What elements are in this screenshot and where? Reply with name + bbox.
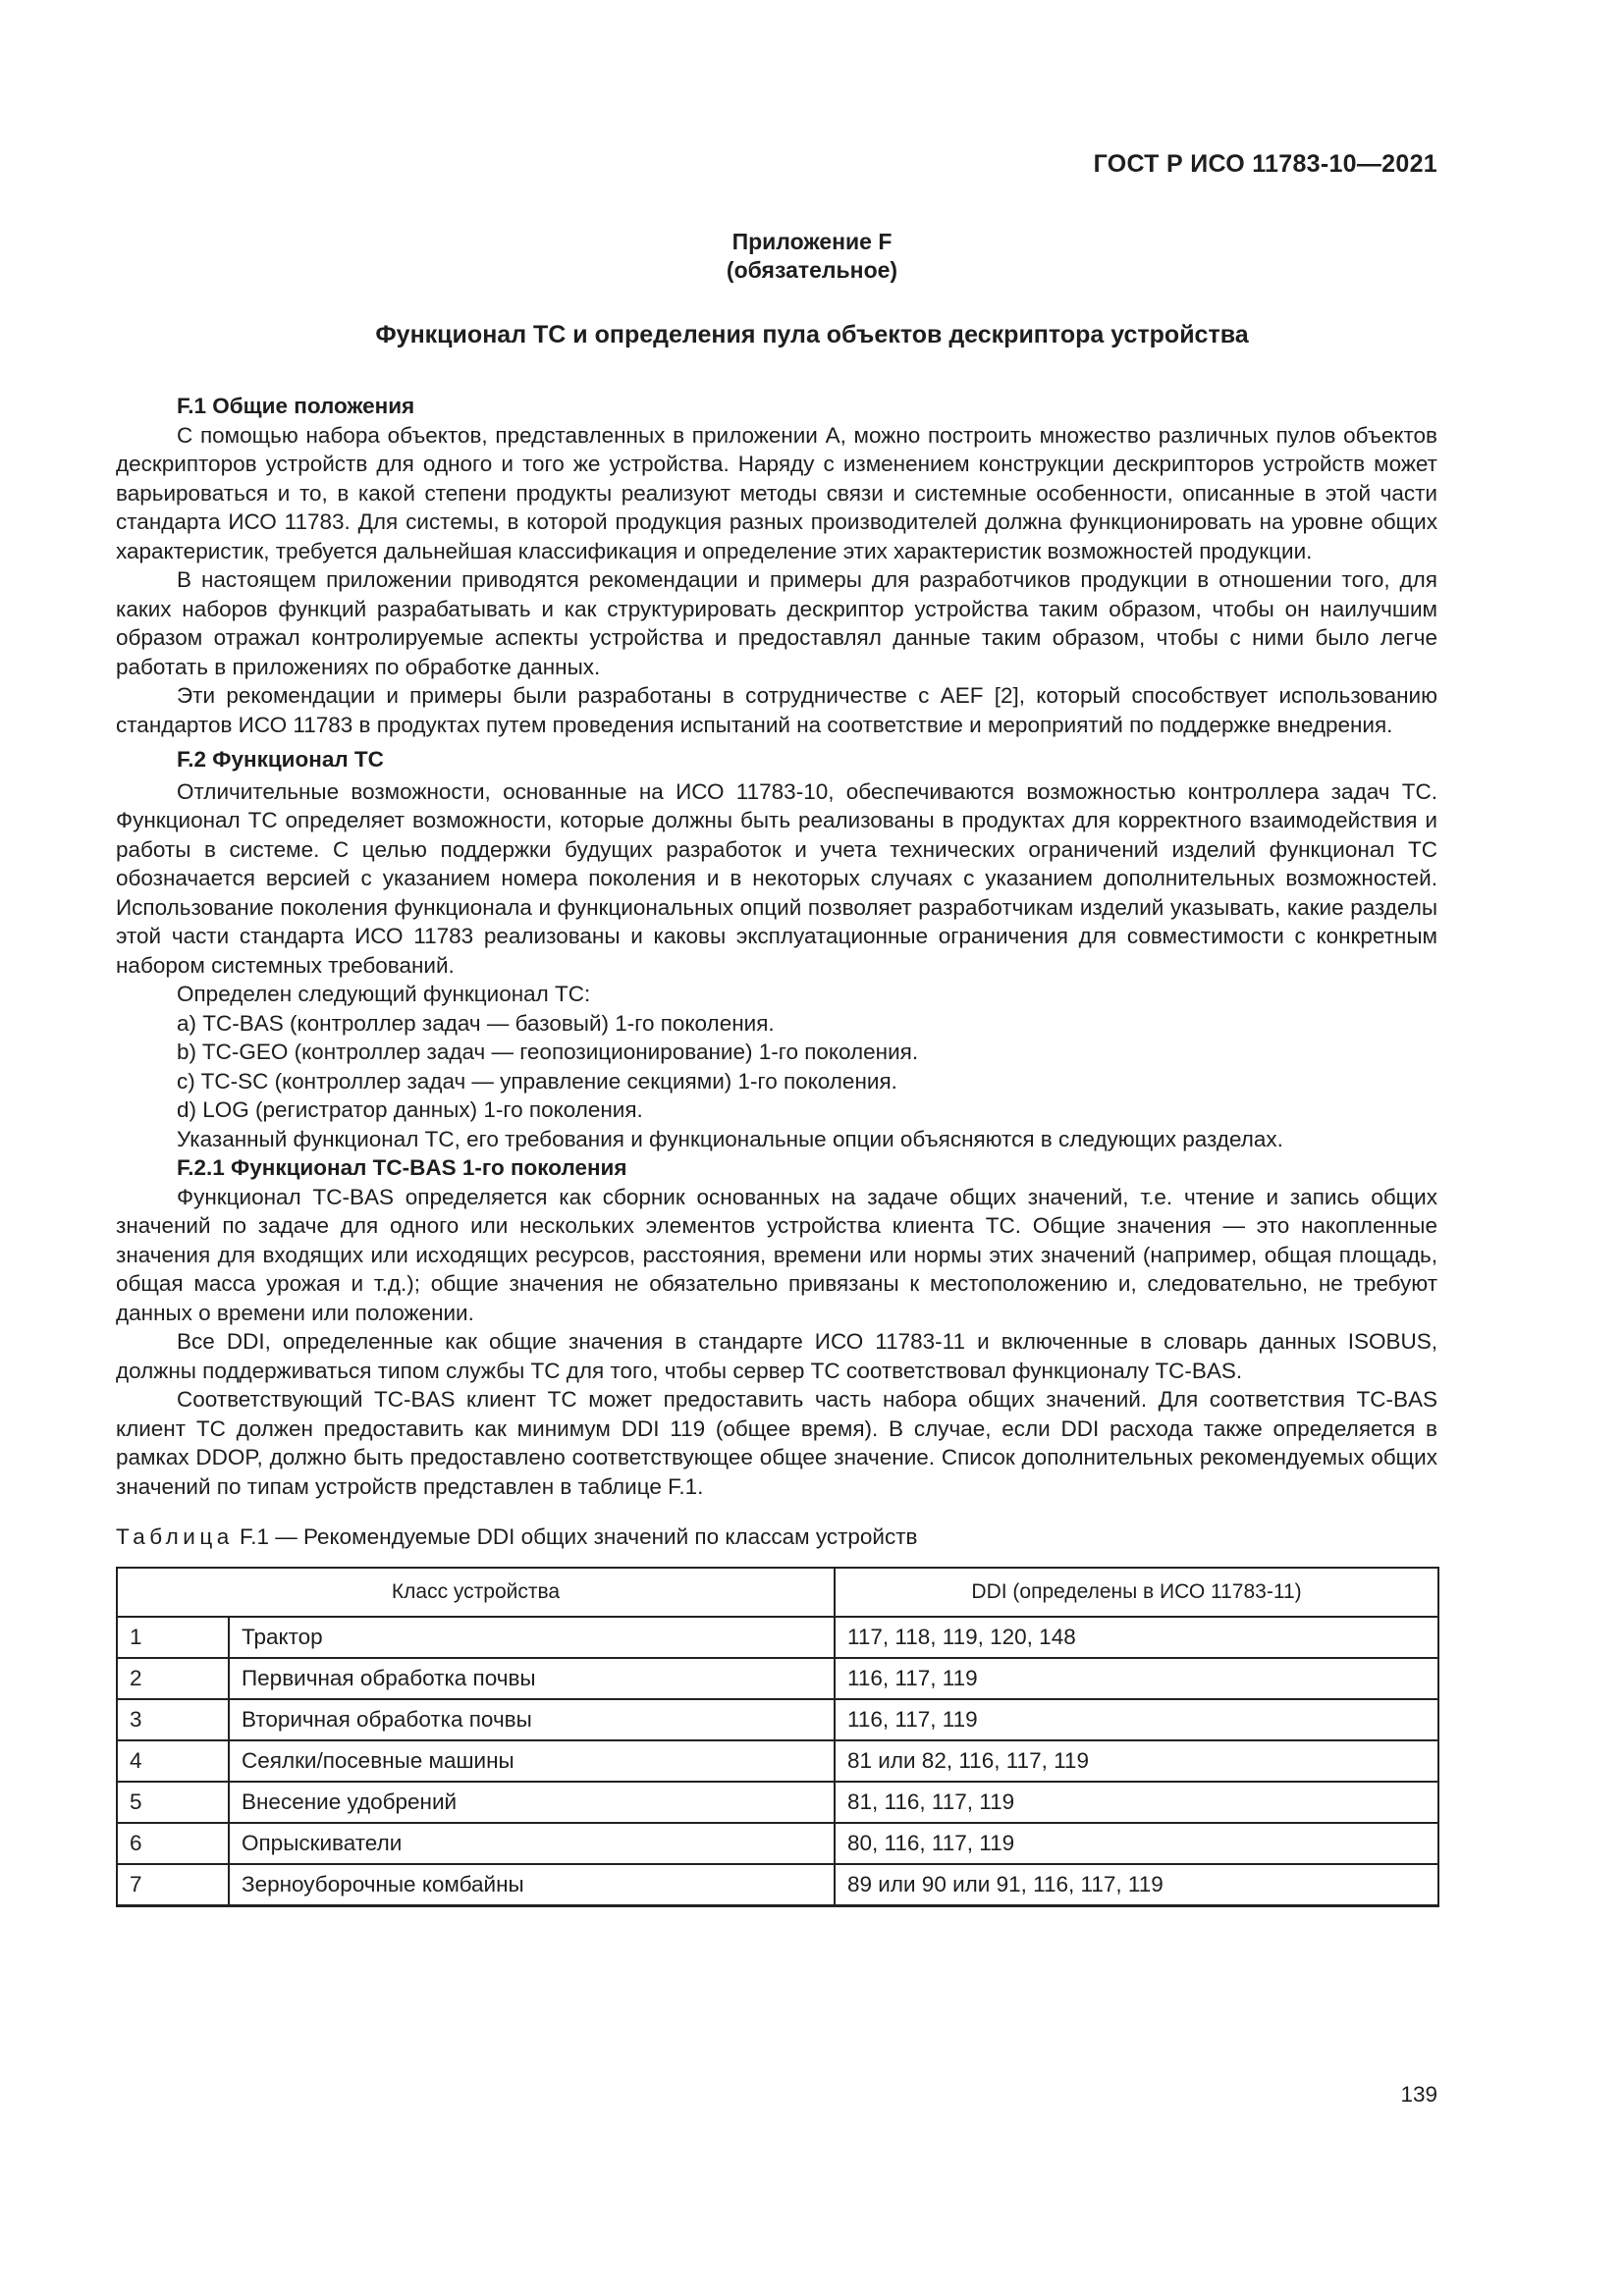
list-item: а) TC-BAS (контроллер задач — базовый) 1-го поколения. [177, 1010, 775, 1036]
ddi-list: 116, 117, 119 [835, 1699, 1438, 1740]
header-device-class: Класс устройства [117, 1568, 835, 1617]
ddi-list: 89 или 90 или 91, 116, 117, 119 [835, 1864, 1438, 1906]
row-number: 3 [117, 1699, 229, 1740]
appendix-heading [0, 228, 1624, 285]
section-heading-f2: F.2 Функционал ТС [177, 747, 384, 772]
appendix-label: Приложение F [731, 229, 893, 254]
section-heading-f1: F.1 Общие положения [177, 394, 415, 418]
table-row [117, 1740, 1438, 1782]
list-item: c) TC-SC (контроллер задач — управление секциями) 1-го поколения. [177, 1068, 897, 1094]
ddi-list: 117, 118, 119, 120, 148 [835, 1617, 1438, 1658]
paragraph: Эти рекомендации и примеры были разработаны в сотрудничестве с AEF [2], который способствует использованию стандартов ИСО 11783 в продуктах путем проведения испытаний на соответствие и мероприятий по поддержке внедрения. [116, 683, 1437, 737]
device-class: Опрыскиватели [229, 1823, 835, 1864]
table-row [117, 1699, 1438, 1740]
paragraph: В настоящем приложении приводятся рекомендации и примеры для разработчиков продукции в отношении того, для каких наборов функций разрабатывать и как структурировать дескриптор устройства таким образом, чтобы он наилучшим образом отражал контролируемые аспекты устройства и предоставлял данные таким образом, чтобы с ними было легче работать в приложениях по обработке данных. [116, 567, 1437, 679]
table-row [117, 1658, 1438, 1699]
table-header-row [117, 1568, 1438, 1617]
paragraph: С помощью набора объектов, представленных в приложении А, можно построить множество различных пулов объектов дескрипторов устройств для одного и того же устройства. Наряду с изменением конструкции дескрипторов устройств может варьироваться и то, в какой степени продукты реализуют методы связи и системные особенности, описанные в этой части стандарта ИСО 11783. Для системы, в которой продукция разных производителей должна функционировать на уровне общих характеристик, требуется дальнейшая классификация и определение этих характеристик возможностей продукции. [116, 422, 1437, 563]
row-number: 6 [117, 1823, 229, 1864]
document-body [116, 392, 1437, 1907]
row-number: 5 [117, 1782, 229, 1823]
appendix-title: Функционал ТС и определения пула объектов дескриптора устройства [375, 321, 1249, 348]
table-caption-text: F.1 — Рекомендуемые DDI общих значений по классам устройств [240, 1524, 918, 1549]
list-item: d) LOG (регистратор данных) 1-го поколения. [177, 1097, 643, 1122]
device-class: Вторичная обработка почвы [229, 1699, 835, 1740]
table-row [117, 1617, 1438, 1658]
row-number: 4 [117, 1740, 229, 1782]
device-class: Сеялки/посевные машины [229, 1740, 835, 1782]
paragraph: Соответствующий TC-BAS клиент ТС может предоставить часть набора общих значений. Для соответствия TC-BAS клиент ТС должен предоставить как минимум DDI 119 (общее время). В случае, если DDI расхода также определяется в рамках DDOP, должно быть предоставлено соответствующее общее значение. Список дополнительных рекомендуемых общих значений по типам устройств представлен в таблице F.1. [116, 1387, 1437, 1499]
device-class: Зерноуборочные комбайны [229, 1864, 835, 1906]
list-intro: Определен следующий функционал ТС: [177, 982, 591, 1006]
paragraph: Отличительные возможности, основанные на ИСО 11783-10, обеспечиваются возможностью контроллера задач ТС. Функционал ТС определяет возможности, которые должны быть реализованы в продуктах для корректного взаимодействия и работы в системе. С целью поддержки будущих разработок и учета технических ограничений изделий функционал ТС обозначается версией с указанием номера поколения и в некоторых случаях с указанием дополнительных возможностей. Использование поколения функционала и функциональных опций позволяет разработчикам изделий указывать, какие разделы этой части стандарта ИСО 11783 реализованы и каковы эксплуатационные ограничения для совместимости с конкретным набором системных требований. [116, 778, 1437, 978]
ddi-list: 116, 117, 119 [835, 1658, 1438, 1699]
standard-designation: ГОСТ Р ИСО 11783-10—2021 [1093, 150, 1437, 178]
paragraph: Функционал TC-BAS определяется как сборник основанных на задаче общих значений, т.е. чтение и запись общих значений по задаче для одного или нескольких элементов устройства клиента ТС. Общие значения — это накопленные значения для входящих или исходящих ресурсов, расстояния, времени или нормы этих значений (например, общая площадь, общая масса урожая и т.д.); общие значения не обязательно привязаны к местоположению и, следовательно, не требуют данных о времени или положении. [116, 1184, 1437, 1325]
page-number: 139 [1400, 2082, 1437, 2107]
list-item: b) TC-GEO (контроллер задач — геопозиционирование) 1-го поколения. [177, 1040, 919, 1064]
device-class: Первичная обработка почвы [229, 1658, 835, 1699]
device-class: Трактор [229, 1617, 835, 1658]
table-caption-label: Таблица [116, 1524, 234, 1549]
ddi-list: 81, 116, 117, 119 [835, 1782, 1438, 1823]
ddi-list: 80, 116, 117, 119 [835, 1823, 1438, 1864]
paragraph: Указанный функционал ТС, его требования и функциональные опции объясняются в следующих разделах. [177, 1126, 1283, 1151]
ddi-table [116, 1567, 1439, 1907]
table-row [117, 1864, 1438, 1906]
row-number: 1 [117, 1617, 229, 1658]
paragraph: Все DDI, определенные как общие значения в стандарте ИСО 11783-11 и включенные в словарь данных ISOBUS, должны поддерживаться типом службы ТС для того, чтобы сервер ТС соответствовал функционалу TC-BAS. [116, 1329, 1437, 1383]
row-number: 7 [117, 1864, 229, 1906]
appendix-status: (обязательное) [726, 257, 898, 283]
table-caption [116, 1522, 1437, 1552]
table-row [117, 1782, 1438, 1823]
ddi-list: 81 или 82, 116, 117, 119 [835, 1740, 1438, 1782]
row-number: 2 [117, 1658, 229, 1699]
device-class: Внесение удобрений [229, 1782, 835, 1823]
table-row [117, 1823, 1438, 1864]
section-heading-f21: F.2.1 Функционал TC-BAS 1-го поколения [177, 1155, 627, 1180]
header-ddi: DDI (определены в ИСО 11783-11) [835, 1568, 1438, 1617]
